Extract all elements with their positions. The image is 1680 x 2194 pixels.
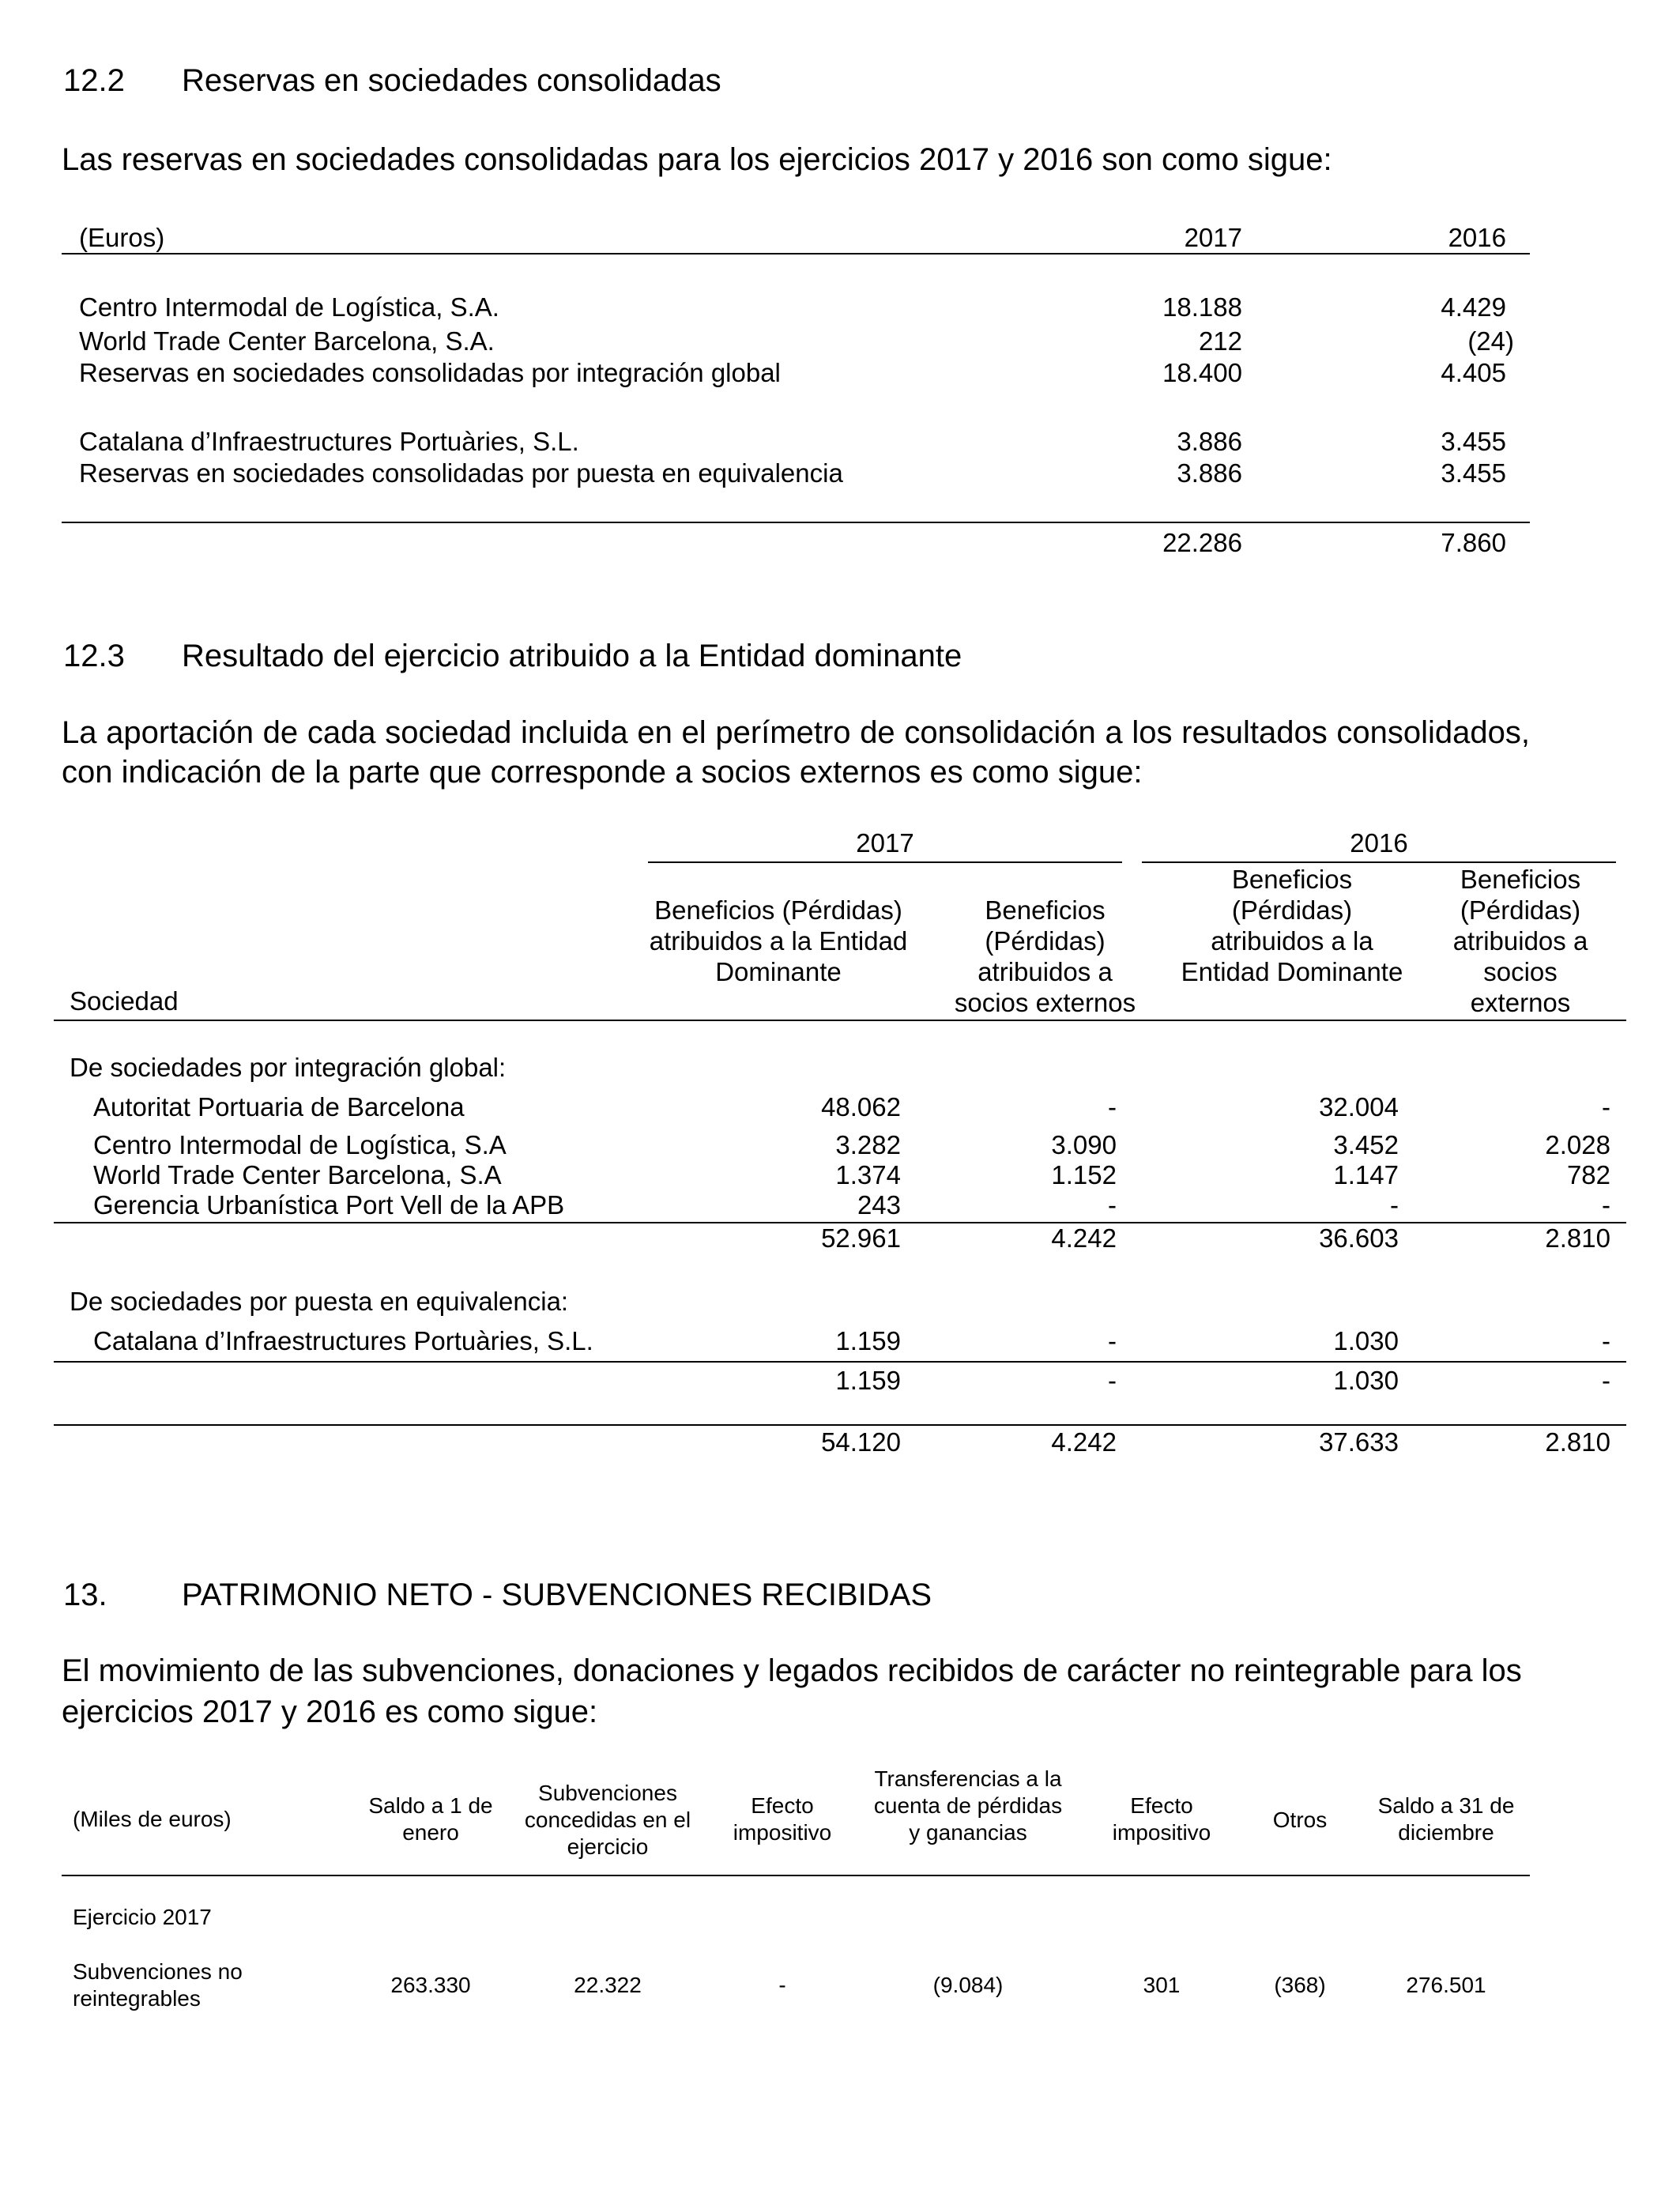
table-cell: (368) (1274, 1973, 1326, 1997)
year-2017-header: 2017 (856, 828, 914, 858)
table-cell: 18.400 (1162, 358, 1242, 387)
year-2016-header: 2016 (1350, 828, 1408, 858)
total-cell: 54.120 (821, 1427, 901, 1457)
table-cell: - (1602, 1092, 1610, 1122)
table-cell: - (1108, 1326, 1117, 1355)
group-integracion-global: De sociedades por integración global: (70, 1053, 507, 1082)
section-12-3-title: Resultado del ejercicio atribuido a la Entidad dominante (182, 639, 962, 673)
total-cell: 4.242 (1051, 1427, 1117, 1457)
section-13-number: 13. (63, 1578, 107, 1612)
table-cell: 1.159 (835, 1326, 901, 1355)
total-rule (62, 522, 1530, 523)
table-cell: 3.455 (1441, 458, 1506, 488)
section-12-3-intro: La aportación de cada sociedad incluida en el perímetro de consolidación a los resultados consolidados, con indicación de la parte que corresponde a socios externos es como sigue: (62, 715, 1530, 790)
section-12-2-title: Reservas en sociedades consolidadas (182, 63, 721, 98)
col-saldo-inicial-header: Saldo a 1 de enero (368, 1793, 493, 1845)
table-cell: 32.004 (1319, 1092, 1399, 1122)
col-2016-header: 2016 (1448, 223, 1506, 252)
subtotal-cell: 36.603 (1319, 1223, 1399, 1253)
subtotal-cell: 4.242 (1051, 1223, 1117, 1253)
year-2017-rule (648, 861, 1122, 863)
col-benef-dominante-2017: Beneficios (Pérdidas) atribuidos a la Entidad Dominante (649, 895, 908, 986)
col-benef-externos-2017: Beneficios (Pérdidas) atribuidos a socios externos (954, 895, 1136, 1017)
table-cell: 3.452 (1333, 1130, 1399, 1159)
header-rule (62, 1875, 1530, 1876)
subtotal-cell: - (1108, 1366, 1117, 1395)
section-12-3-number: 12.3 (63, 639, 125, 673)
header-rule (54, 1020, 1626, 1021)
col-transferencias-header: Transferencias a la cuenta de pérdidas y ganancias (873, 1766, 1063, 1845)
section-13-intro: El movimiento de las subvenciones, donaciones y legados recibidos de carácter no reintegrable para los ejercicios 2017 y 2016 es como sigue: (62, 1653, 1522, 1729)
table-cell: 212 (1198, 326, 1242, 356)
table-cell: 782 (1566, 1160, 1610, 1189)
col-otros-header: Otros (1272, 1808, 1328, 1832)
table-cell: 276.501 (1406, 1973, 1486, 1997)
table-row-label: World Trade Center Barcelona, S.A. (79, 326, 495, 356)
total-cell: 22.286 (1162, 528, 1242, 557)
table-row-label: Subvenciones no reintegrables (73, 1959, 243, 2011)
col-2017-header: 2017 (1184, 223, 1242, 252)
subtotal-cell: - (1602, 1366, 1610, 1395)
total-cell: 7.860 (1441, 528, 1506, 557)
total-cell: 2.810 (1545, 1427, 1610, 1457)
col-unit-header: (Miles de euros) (73, 1807, 232, 1831)
table-row-label: Reservas en sociedades consolidadas por integración global (79, 358, 781, 387)
table-cell: - (1108, 1092, 1117, 1122)
table-cell: 3.282 (835, 1130, 901, 1159)
subtotal-cell: 2.810 (1545, 1223, 1610, 1253)
subtotal-cell: 52.961 (821, 1223, 901, 1253)
year-2016-rule (1142, 861, 1616, 863)
table-cell: - (778, 1973, 786, 1997)
table-cell: 4.429 (1441, 292, 1506, 322)
year-label: Ejercicio 2017 (73, 1905, 212, 1929)
table-row-label: Catalana d’Infraestructures Portuàries, S.L. (93, 1326, 593, 1355)
table-row-label: Reservas en sociedades consolidadas por puesta en equivalencia (79, 458, 843, 488)
total-rule (54, 1424, 1626, 1426)
subtotal-cell: 1.159 (835, 1366, 901, 1395)
table-cell: 48.062 (821, 1092, 901, 1122)
table-cell: 301 (1143, 1973, 1181, 1997)
table-cell: (24) (1467, 326, 1514, 356)
section-13-title: PATRIMONIO NETO - SUBVENCIONES RECIBIDAS (182, 1578, 932, 1612)
table-cell: 22.322 (574, 1973, 642, 1997)
table-row-label: Centro Intermodal de Logística, S.A. (79, 292, 499, 322)
table-row-label: Gerencia Urbanística Port Vell de la APB (93, 1190, 565, 1220)
col-subvenciones-concedidas-header: Subvenciones concedidas en el ejercicio (524, 1781, 691, 1859)
col-sociedad-header: Sociedad (70, 986, 179, 1016)
col-saldo-final-header: Saldo a 31 de diciembre (1377, 1793, 1515, 1845)
table-cell: 1.147 (1333, 1160, 1399, 1189)
table-cell: 3.455 (1441, 427, 1506, 456)
table-cell: 243 (857, 1190, 901, 1220)
subtotal-cell: 1.030 (1333, 1366, 1399, 1395)
col-efecto-impositivo-header: Efecto impositivo (733, 1793, 832, 1845)
table-cell: (9.084) (932, 1973, 1004, 1997)
table-cell: 3.886 (1177, 458, 1242, 488)
subtotal-rule (54, 1361, 1626, 1363)
table-cell: 3.886 (1177, 427, 1242, 456)
table-cell: - (1390, 1190, 1399, 1220)
table-cell: 3.090 (1051, 1130, 1117, 1159)
table-cell: 263.330 (390, 1973, 471, 1997)
table-row-label: World Trade Center Barcelona, S.A (93, 1160, 502, 1189)
table-cell: 2.028 (1545, 1130, 1610, 1159)
col-efecto-impositivo-2-header: Efecto impositivo (1112, 1793, 1211, 1845)
header-rule (62, 253, 1530, 254)
col-benef-dominante-2016: Beneficios (Pérdidas) atribuidos a la Entidad Dominante (1181, 865, 1403, 986)
table-cell: 1.374 (835, 1160, 901, 1189)
table-unit-label: (Euros) (79, 223, 165, 252)
col-benef-externos-2016: Beneficios (Pérdidas) atribuidos a socios externos (1452, 865, 1588, 1017)
table-row-label: Catalana d’Infraestructures Portuàries, S.L. (79, 427, 579, 456)
table-row-label: Autoritat Portuaria de Barcelona (93, 1092, 465, 1122)
table-row-label: Centro Intermodal de Logística, S.A (93, 1130, 507, 1159)
group-puesta-equivalencia: De sociedades por puesta en equivalencia: (70, 1287, 569, 1316)
table-cell: 1.030 (1333, 1326, 1399, 1355)
section-12-2-number: 12.2 (63, 63, 125, 98)
table-cell: 4.405 (1441, 358, 1506, 387)
table-cell: - (1602, 1326, 1610, 1355)
table-cell: - (1602, 1190, 1610, 1220)
table-cell: 1.152 (1051, 1160, 1117, 1189)
section-12-2-intro: Las reservas en sociedades consolidadas para los ejercicios 2017 y 2016 son como sigue: (62, 142, 1332, 177)
total-cell: 37.633 (1319, 1427, 1399, 1457)
table-cell: - (1108, 1190, 1117, 1220)
table-cell: 18.188 (1162, 292, 1242, 322)
